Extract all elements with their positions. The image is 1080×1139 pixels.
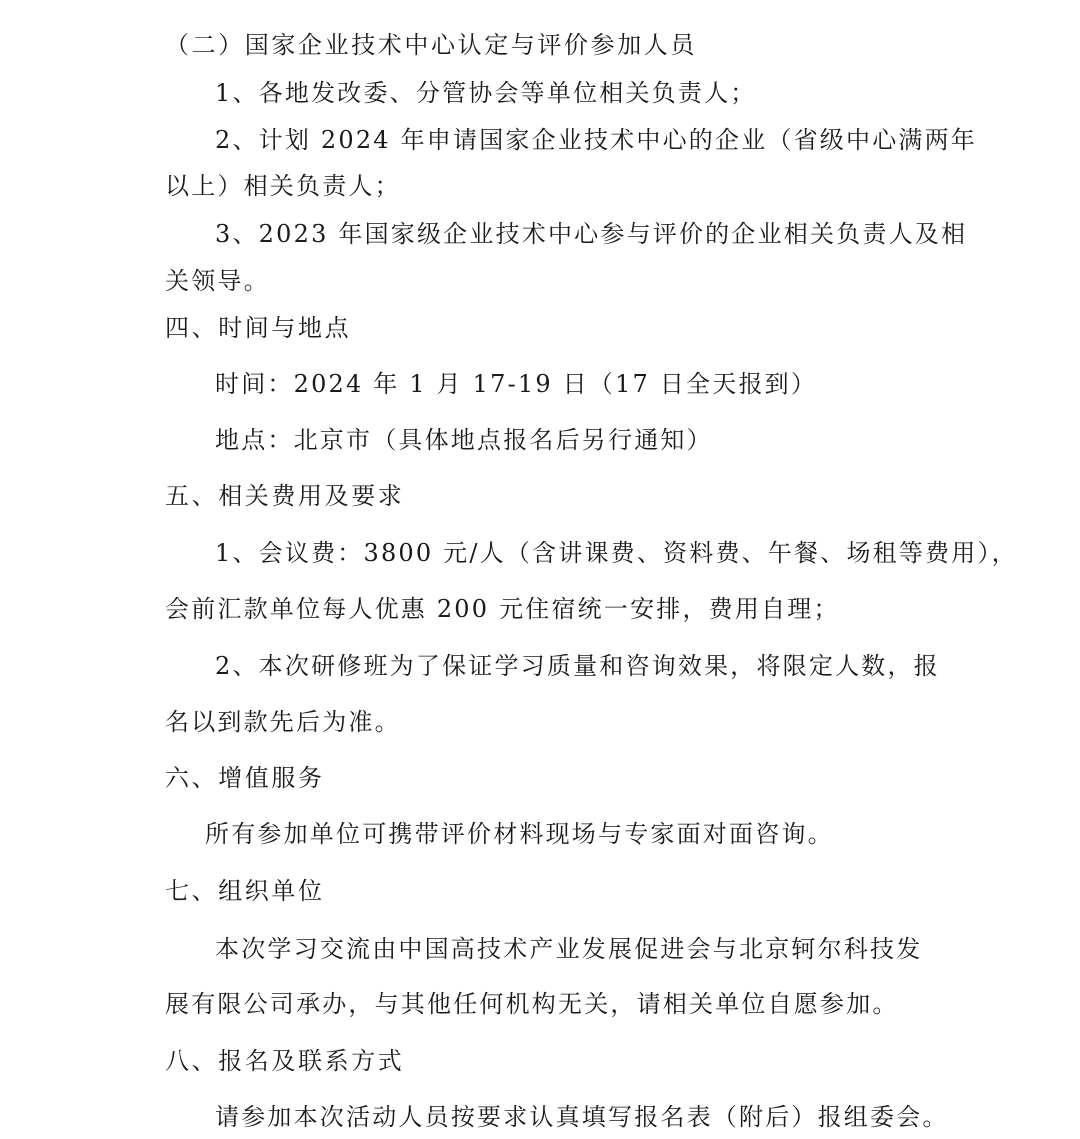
section-2-item-3-line-1: 3、2023 年国家级企业技术中心参与评价的企业相关负责人及相 — [215, 220, 968, 248]
section-6-text: 所有参加单位可携带评价材料现场与专家面对面咨询。 — [205, 820, 834, 848]
section-2-item-1: 1、各地发改委、分管协会等单位相关负责人； — [215, 79, 757, 107]
section-8-heading: 八、报名及联系方式 — [165, 1047, 405, 1075]
section-4-heading: 四、时间与地点 — [165, 314, 352, 342]
section-2-heading: （二）国家企业技术中心认定与评价参加人员 — [165, 31, 697, 59]
section-7-text-line-2: 展有限公司承办，与其他任何机构无关，请相关单位自愿参加。 — [165, 990, 899, 1018]
section-2-item-3-line-2: 关领导。 — [165, 267, 270, 295]
section-4-place: 地点：北京市（具体地点报名后另行通知） — [215, 426, 713, 454]
section-5-limit-line-2: 名以到款先后为准。 — [165, 708, 401, 736]
section-4-time: 时间：2024 年 1 月 17-19 日（17 日全天报到） — [215, 370, 818, 398]
section-5-fee-line-2: 会前汇款单位每人优惠 200 元住宿统一安排，费用自理； — [165, 595, 840, 623]
section-7-heading: 七、组织单位 — [165, 877, 325, 905]
section-5-limit-line-1: 2、本次研修班为了保证学习质量和咨询效果，将限定人数，报 — [215, 652, 940, 680]
section-8-text: 请参加本次活动人员按要求认真填写报名表（附后）报组委会。 — [215, 1103, 949, 1131]
section-7-text-line-1: 本次学习交流由中国高技术产业发展促进会与北京轲尔科技发 — [215, 935, 923, 963]
section-6-heading: 六、增值服务 — [165, 764, 325, 792]
section-2-item-2-line-1: 2、计划 2024 年申请国家企业技术中心的企业（省级中心满两年 — [215, 126, 978, 154]
section-5-fee-line-1: 1、会议费：3800 元/人（含讲课费、资料费、午餐、场租等费用）， — [215, 539, 1018, 567]
section-5-heading: 五、相关费用及要求 — [165, 482, 405, 510]
section-2-item-2-line-2: 以上）相关负责人； — [165, 172, 401, 200]
